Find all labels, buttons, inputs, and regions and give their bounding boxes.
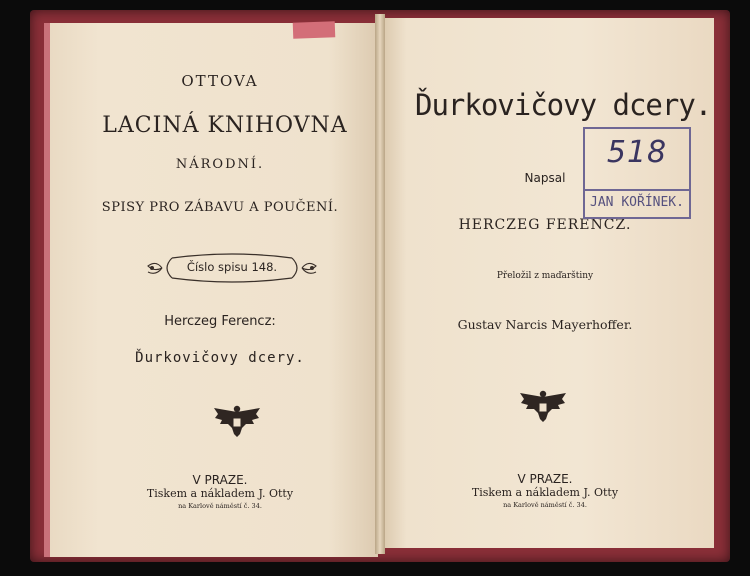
book-gutter: [375, 14, 385, 554]
left-address: na Karlově náměstí č. 34.: [178, 502, 262, 510]
publisher-name: OTTOVA: [181, 72, 259, 90]
page-tab: [293, 21, 336, 38]
ownership-stamp: [583, 127, 691, 219]
translated-from-label: Přeložil z maďarštiny: [496, 271, 594, 281]
eagle-emblem-icon: [518, 387, 568, 423]
right-printer: Tiskem a nákladem J. Otty: [471, 486, 619, 499]
right-book-title: Ďurkovičovy dcery.: [415, 88, 712, 122]
stamp-number: 518: [606, 135, 668, 170]
translator-name: Gustav Narcis Mayerhoffer.: [457, 317, 633, 332]
stamp-owner-name: JAN KOŘÍNEK.: [590, 195, 684, 210]
left-author: Herczeg Ferencz:: [164, 314, 276, 329]
written-by-label: Napsal: [524, 171, 566, 185]
left-city: V PRAZE.: [192, 473, 248, 487]
left-book-title: Ďurkovičovy dcery.: [135, 350, 305, 366]
series-title: LACINÁ KNIHOVNA: [102, 113, 348, 138]
right-address: na Karlově náměstí č. 34.: [503, 501, 587, 509]
series-tagline: SPISY PRO ZÁBAVU A POUČENÍ.: [101, 200, 339, 215]
right-author: HERCZEG FERENCZ.: [458, 217, 632, 233]
left-printer: Tiskem a nákladem J. Otty: [146, 487, 294, 500]
series-subtitle: NÁRODNÍ.: [175, 157, 265, 172]
eagle-emblem-icon: [212, 402, 262, 438]
right-city: V PRAZE.: [517, 472, 573, 486]
stamp-divider: [585, 189, 689, 191]
volume-number: Číslo spisu 148.: [186, 260, 278, 274]
